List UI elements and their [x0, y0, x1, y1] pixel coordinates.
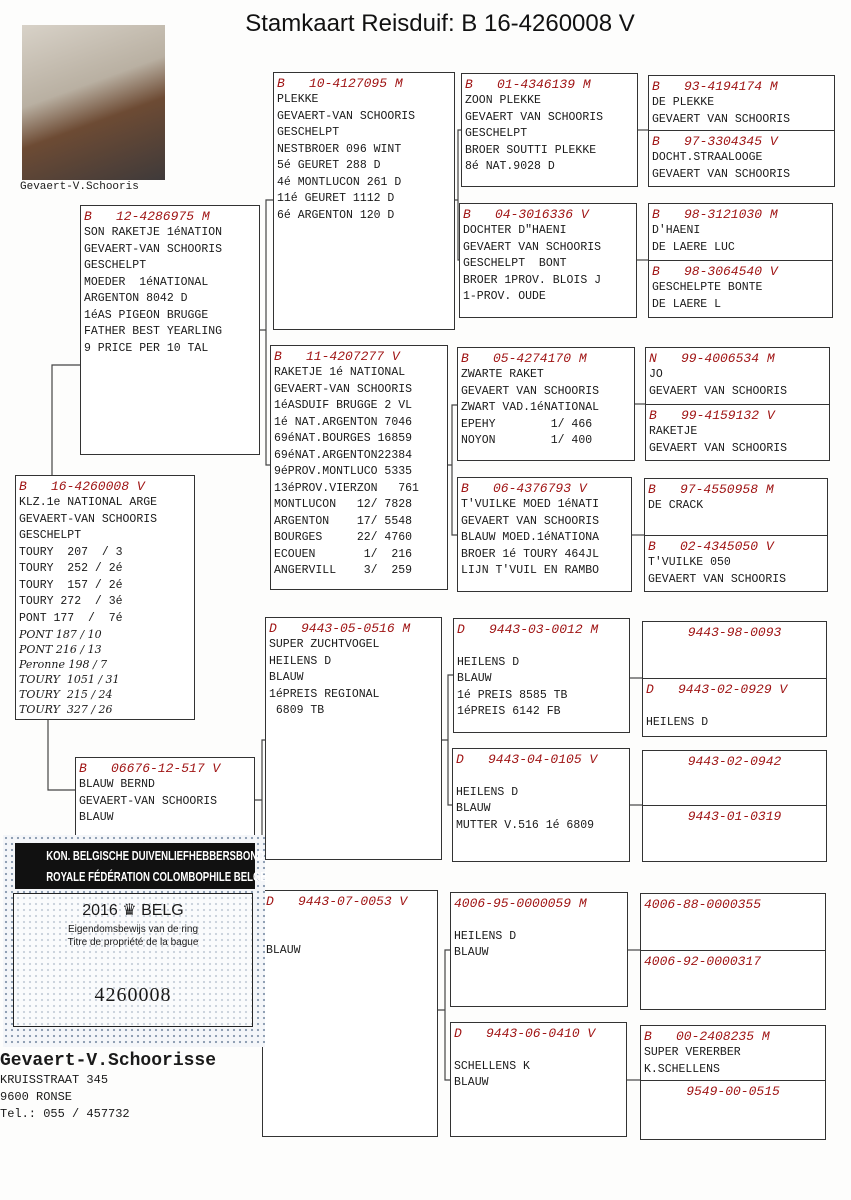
pigeon-info-line: HEILENS D	[457, 655, 520, 669]
pigeon-card-ds	[265, 617, 442, 860]
pigeon-info-line: TOURY 252 / 2é	[19, 562, 123, 575]
handwritten-result: PONT 187 / 10	[19, 628, 102, 641]
pigeon-info-line: PLEKKE	[277, 93, 319, 106]
pigeon-info-line: 5é GEURET 288 D	[277, 159, 381, 172]
pigeon-info-line: 1-PROV. OUDE	[463, 290, 546, 303]
pigeon-info-line: 1é NAT.ARGENTON 7046	[274, 415, 413, 429]
country-prefix: B	[463, 207, 471, 222]
pigeon-ring-header	[19, 478, 191, 495]
country-prefix: D	[456, 752, 464, 767]
pigeon-card-g4-13	[640, 893, 826, 951]
owner-phone: Tel.: 055 / 457732	[0, 1107, 130, 1121]
pigeon-card-g4-16	[640, 1080, 826, 1140]
pigeon-card-ddd	[450, 1022, 627, 1137]
pigeon-info-line: GESCHELPT	[84, 259, 147, 272]
ring-number: 4006-92-0000317	[644, 954, 762, 969]
pigeon-ring-header	[274, 348, 444, 365]
pigeon-card-sds	[457, 347, 635, 461]
country-prefix: B	[652, 134, 660, 149]
pigeon-ring-header	[461, 480, 628, 497]
pigeon-info-line	[266, 927, 434, 944]
ring-number: 05-4274170 M	[493, 351, 587, 366]
pigeon-info-line: 69éNAT.BOURGES 16859	[274, 432, 413, 445]
pigeon-info-line: DE CRACK	[648, 499, 704, 512]
pigeon-info-line	[456, 768, 626, 785]
country-prefix: B	[277, 76, 285, 91]
pigeon-info-line: HEILENS D	[456, 785, 519, 799]
pigeon-info-line: BLAUW	[454, 1076, 489, 1089]
pigeon-info-line: GEVAERT-VAN SCHOORIS	[84, 242, 223, 256]
pigeon-info-line: GESCHELPT	[19, 529, 82, 542]
owner-name: Gevaert-V.Schoorisse	[0, 1051, 217, 1071]
pigeon-info-line: ARGENTON 8042 D	[84, 292, 188, 305]
pigeon-info-line: SUPER VERERBER	[644, 1046, 741, 1059]
ring-number: 9443-03-0012 M	[489, 622, 599, 637]
handwritten-result: TOURY 1051 / 31	[19, 673, 120, 686]
pigeon-info-line: SON RAKETJE 1éNATION	[84, 226, 223, 239]
page-title: Stamkaart Reisduif: B 16-4260008 V	[245, 10, 635, 37]
pigeon-info-line: 13éPROV.VIERZON 761	[274, 481, 419, 495]
pigeon-ring-header	[652, 133, 831, 150]
federation-band	[15, 843, 267, 889]
pigeon-info-line: BLAUW	[269, 671, 304, 684]
ring-number: 97-3304345 V	[684, 134, 778, 149]
pigeon-info-line: LIJN T'VUIL EN RAMBO	[461, 564, 600, 577]
country-prefix: B	[652, 207, 660, 222]
country-prefix: B	[649, 408, 657, 423]
pigeon-info-line: SCHELLENS K	[454, 1059, 530, 1073]
pigeon-info-line: 1éASDUIF BRUGGE 2 VL	[274, 399, 413, 412]
country-prefix: D	[454, 1026, 462, 1041]
pigeon-info-line: GEVAERT VAN SCHOORIS	[461, 384, 600, 398]
pigeon-info-line: TOURY 272 / 3é	[19, 595, 123, 608]
pigeon-info-line: GEVAERT VAN SCHOORIS	[652, 167, 791, 181]
pigeon-info-line: 11é GEURET 1112 D	[277, 192, 395, 205]
pigeon-info-line: BLAUW	[454, 946, 489, 959]
ring-number: 9443-02-0942	[687, 754, 782, 769]
ring-number: 9443-01-0319	[687, 809, 782, 824]
pigeon-info-line	[646, 698, 823, 715]
country-prefix: B	[461, 481, 469, 496]
country-prefix: B	[79, 761, 87, 776]
pigeon-info-line: 1éAS PIGEON BRUGGE	[84, 308, 209, 322]
country-prefix: B	[274, 349, 282, 364]
pigeon-info-line: BLAUW MOED.1éNATIONA	[461, 531, 600, 544]
pigeon-info-line: 1éPREIS REGIONAL	[269, 687, 380, 701]
pigeon-ring-header	[649, 350, 826, 367]
connector-g3-4	[438, 950, 450, 1080]
pigeon-ring-header	[457, 621, 626, 638]
handwritten-result: TOURY 215 / 24	[19, 688, 113, 701]
ring-number: 9443-02-0929 V	[678, 682, 788, 697]
pigeon-card-dss	[453, 618, 630, 733]
pigeon-info-line: DE LAERE LUC	[652, 240, 735, 254]
pigeon-ring-header	[461, 350, 631, 367]
pigeon-card-g4-11	[642, 750, 827, 806]
pigeon-ring-header	[463, 206, 633, 223]
pigeon-info-line: GESCHELPT BONT	[463, 257, 567, 270]
pigeon-info-line: 9 PRICE PER 10 TAL	[84, 341, 209, 355]
country-prefix: B	[648, 539, 656, 554]
pigeon-info-line	[266, 910, 434, 927]
pigeon-card-dds	[450, 892, 628, 1007]
pigeon-info-line: HEILENS D	[454, 929, 517, 943]
ring-ownership-card	[3, 835, 265, 1047]
pigeon-info-line: 6é ARGENTON 120 D	[277, 208, 395, 222]
country-prefix: N	[649, 351, 657, 366]
ring-number: 02-4345050 V	[680, 539, 774, 554]
ring-number: 93-4194174 M	[684, 79, 778, 94]
pigeon-info-line: GEVAERT VAN SCHOORIS	[465, 110, 604, 124]
pigeon-info-line: DOCHTER D"HAENI	[463, 224, 567, 237]
pigeon-info-line: GEVAERT VAN SCHOORIS	[652, 112, 791, 126]
pigeon-info-line: MUTTER V.516 1é 6809	[456, 818, 595, 832]
pigeon-ring-header	[652, 206, 829, 223]
pigeon-info-line: BLAUW	[266, 944, 301, 957]
ownership-label-nl: Eigendomsbewijs van de ring	[67, 924, 199, 935]
pigeon-info-line: T'VUILKE MOED 1éNATI	[461, 498, 600, 511]
pigeon-ring-header	[454, 895, 624, 912]
pigeon-info-line: NESTBROER 096 WINT	[277, 142, 402, 156]
pigeon-ring-header	[277, 75, 451, 92]
pigeon-info-line: FATHER BEST YEARLING	[84, 325, 223, 338]
pigeon-card-g4-10	[642, 678, 827, 737]
pigeon-info-line: PONT 177 / 7é	[19, 611, 123, 625]
pigeon-info-line: GEVAERT-VAN SCHOORIS	[277, 109, 416, 123]
pigeon-info-line: GEVAERT VAN SCHOORIS	[649, 441, 788, 455]
ring-number: 97-4550958 M	[680, 482, 774, 497]
pigeon-info-line: K.SCHELLENS	[644, 1062, 720, 1076]
pigeon-ring-header	[269, 620, 438, 637]
pigeon-card-dd	[262, 890, 438, 1137]
pigeon-info-line: TOURY 157 / 2é	[19, 578, 123, 592]
pigeon-info-line: SUPER ZUCHTVOGEL	[269, 638, 380, 651]
pigeon-info-line: D'HAENI	[652, 224, 701, 237]
pigeon-info-line	[457, 638, 626, 655]
country-prefix: D	[646, 682, 654, 697]
pigeon-card-g4-14	[640, 950, 826, 1010]
ring-number: 10-4127095 M	[309, 76, 403, 91]
country-prefix: D	[266, 894, 274, 909]
pigeon-card-g4-5	[645, 347, 830, 405]
pigeon-info-line: RAKETJE 1é NATIONAL	[274, 366, 406, 379]
pigeon-info-line: EPEHY 1/ 466	[461, 417, 593, 431]
pigeon-info-line: DE PLEKKE	[652, 96, 715, 109]
pigeon-card-g4-7	[644, 478, 828, 536]
ring-card-body	[13, 893, 253, 1027]
pigeon-ring-header	[644, 1028, 822, 1045]
pigeon-card-g4-1	[648, 75, 835, 131]
ring-number: 9443-06-0410 V	[486, 1026, 596, 1041]
country-prefix: B	[644, 1029, 652, 1044]
pigeon-card-g4-12	[642, 805, 827, 862]
pigeon-card-g4-15	[640, 1025, 826, 1081]
ring-number: 04-3016336 V	[495, 207, 589, 222]
pigeon-info-line: BROER 1PROV. BLOIS J	[463, 273, 602, 287]
pigeon-ring-header	[652, 78, 831, 95]
ring-number: 99-4159132 V	[681, 408, 775, 423]
pigeon-info-line: BOURGES 22/ 4760	[274, 531, 413, 544]
pigeon-card-dam	[75, 757, 255, 837]
pigeon-info-line: ZWART VAD.1éNATIONAL	[461, 401, 600, 414]
pigeon-info-line: GESCHELPT	[277, 126, 340, 139]
ownership-label-fr: Titre de propriété de la bague	[67, 937, 199, 948]
pigeon-info-line: 1é PREIS 8585 TB	[457, 688, 568, 702]
ring-number: 12-4286975 M	[116, 209, 210, 224]
pigeon-info-line: GEVAERT VAN SCHOORIS	[649, 384, 788, 398]
pigeon-ring-header	[646, 753, 823, 770]
pigeon-info-line: TOURY 207 / 3	[19, 545, 123, 559]
pigeon-ring-header	[648, 538, 824, 555]
pigeon-info-line: BLAUW	[456, 802, 491, 815]
country-prefix: B	[465, 77, 473, 92]
pigeon-info-line: 4é MONTLUCON 261 D	[277, 175, 402, 189]
pigeon-info-line: DOCHT.STRAALOOGE	[652, 151, 763, 164]
owner-address	[0, 1050, 216, 1123]
federation-name-nl: KON. BELGISCHE DUIVENLIEFHEBBERSBOND	[46, 848, 265, 863]
pigeon-info-line: GEVAERT-VAN SCHOORIS	[274, 382, 413, 396]
pigeon-info-line: KLZ.1e NATIONAL ARGE	[19, 496, 158, 509]
ring-number: 00-2408235 M	[676, 1029, 770, 1044]
pigeon-card-g4-4	[648, 260, 833, 318]
pigeon-info-line: MONTLUCON 12/ 7828	[274, 498, 413, 511]
pigeon-info-line: BROER 1é TOURY 464JL	[461, 547, 600, 561]
pigeon-info-line: 6809 TB	[269, 704, 325, 717]
ring-year-country: 2016 ♛ BELG	[82, 902, 184, 919]
country-prefix: D	[457, 622, 465, 637]
pigeon-info-line: BLAUW	[457, 672, 492, 685]
owner-street: KRUISSTRAAT 345	[0, 1073, 109, 1087]
pigeon-info-line	[454, 912, 624, 929]
ring-number: 9443-04-0105 V	[488, 752, 598, 767]
ring-number: 9549-00-0515	[686, 1084, 780, 1099]
ring-number: 9443-07-0053 V	[298, 894, 408, 909]
pigeon-info-line: ZWARTE RAKET	[461, 368, 544, 381]
pigeon-card-ss	[273, 72, 455, 330]
ring-number: 4006-95-0000059 M	[454, 896, 587, 911]
pigeon-info-line: NOYON 1/ 400	[461, 434, 593, 447]
pigeon-ring-header	[79, 760, 251, 777]
pigeon-info-line: BLAUW	[79, 811, 114, 824]
pigeon-info-line: T'VUILKE 050	[648, 556, 731, 569]
pigeon-ring-header	[456, 751, 626, 768]
ring-number: 98-3064540 V	[684, 264, 778, 279]
pigeon-info-line: GESCHELPT	[465, 127, 528, 140]
pigeon-info-line: MOEDER 1éNATIONAL	[84, 275, 209, 289]
pigeon-info-line: BLAUW BERND	[79, 778, 155, 791]
ring-number: 9443-98-0093	[687, 625, 782, 640]
pigeon-card-sd	[270, 345, 448, 590]
pigeon-ring-header	[648, 481, 824, 498]
pigeon-info-line: BROER SOUTTI PLEKKE	[465, 143, 597, 157]
pigeon-ring-header	[266, 893, 434, 910]
country-prefix: B	[19, 479, 27, 494]
pigeon-info-line: 1éPREIS 6142 FB	[457, 705, 561, 718]
pigeon-info-line: GEVAERT VAN SCHOORIS	[648, 572, 787, 586]
pigeon-info-line: ARGENTON 17/ 5548	[274, 514, 413, 528]
ring-number: 9443-05-0516 M	[301, 621, 411, 636]
pigeon-info-line: GEVAERT VAN SCHOORIS	[463, 240, 602, 254]
pigeon-info-line: 9éPROV.MONTLUCO 5335	[274, 465, 413, 478]
pigeon-ring-header	[646, 681, 823, 698]
pigeon-info-line: DE LAERE L	[652, 297, 722, 311]
pigeon-info-line: GEVAERT VAN SCHOORIS	[461, 514, 600, 528]
ring-number: 11-4207277 V	[306, 349, 400, 364]
pigeon-info-line: ANGERVILL 3/ 259	[274, 564, 413, 577]
handwritten-result: Peronne 198 / 7	[19, 658, 108, 671]
pigeon-card-dsd	[452, 748, 630, 862]
pigeon-card-g4-6	[645, 404, 830, 461]
pigeon-ring-header	[646, 624, 823, 641]
pigeon-ring-header	[644, 896, 822, 913]
country-prefix: B	[652, 79, 660, 94]
ring-number: 98-3121030 M	[684, 207, 778, 222]
country-prefix: B	[461, 351, 469, 366]
pigeon-ring-header	[652, 263, 829, 280]
country-prefix: B	[652, 264, 660, 279]
pigeon-info-line: 69éNAT.ARGENTON22384	[274, 448, 413, 462]
ring-number: 01-4346139 M	[497, 77, 591, 92]
pigeon-info-line: ECOUEN 1/ 216	[274, 547, 413, 561]
country-prefix: D	[269, 621, 277, 636]
pigeon-card-g4-8	[644, 535, 828, 592]
country-prefix: B	[648, 482, 656, 497]
pigeon-card-subject	[15, 475, 195, 720]
ring-number: 99-4006534 M	[681, 351, 775, 366]
ring-number: 16-4260008 V	[51, 479, 145, 494]
pigeon-ring-header	[644, 1083, 822, 1100]
pigeon-card-sdd	[457, 477, 632, 592]
pigeon-ring-header	[649, 407, 826, 424]
ring-number: 06-4376793 V	[493, 481, 587, 496]
pigeon-card-g4-9	[642, 621, 827, 679]
pigeon-info-line: ZOON PLEKKE	[465, 94, 541, 107]
owner-city: 9600 RONSE	[0, 1090, 73, 1104]
pigeon-card-sss	[461, 73, 638, 187]
pigeon-card-g4-3	[648, 203, 833, 261]
pigeon-card-sire	[80, 205, 260, 455]
pigeon-info-line: HEILENS D	[269, 654, 332, 668]
photo-caption: Gevaert-V.Schooris	[20, 181, 139, 193]
ring-number: 4260008	[94, 984, 172, 1006]
federation-name-fr: ROYALE FÉDÉRATION COLOMBOPHILE BELGE	[46, 869, 267, 884]
pigeon-ring-header	[644, 953, 822, 970]
pigeon-info-line: GEVAERT-VAN SCHOORIS	[19, 512, 158, 526]
pigeon-ring-header	[646, 808, 823, 825]
pigeon-info-line: GEVAERT-VAN SCHOORIS	[79, 794, 218, 808]
ring-number: 4006-88-0000355	[644, 897, 762, 912]
pigeon-ring-header	[84, 208, 256, 225]
pigeon-info-line: GESCHELPTE BONTE	[652, 281, 763, 294]
pigeon-info-line: HEILENS D	[646, 715, 709, 729]
country-prefix: B	[84, 209, 92, 224]
pigeon-info-line	[454, 1042, 623, 1059]
pigeon-info-line: JO	[649, 368, 663, 381]
connector-dam	[48, 720, 75, 790]
handwritten-result: TOURY 327 / 26	[19, 703, 113, 716]
pigeon-card-ssd	[459, 203, 637, 318]
connector-sire	[52, 365, 80, 475]
pigeon-info-line: RAKETJE	[649, 425, 698, 438]
pigeon-ring-header	[454, 1025, 623, 1042]
pigeon-ring-header	[465, 76, 634, 93]
pigeon-info-line: 8é NAT.9028 D	[465, 160, 555, 173]
pigeon-card-g4-2	[648, 130, 835, 187]
handwritten-result: PONT 216 / 13	[19, 643, 102, 656]
ring-number: 06676-12-517 V	[111, 761, 221, 776]
connector-g3-2	[448, 405, 457, 535]
